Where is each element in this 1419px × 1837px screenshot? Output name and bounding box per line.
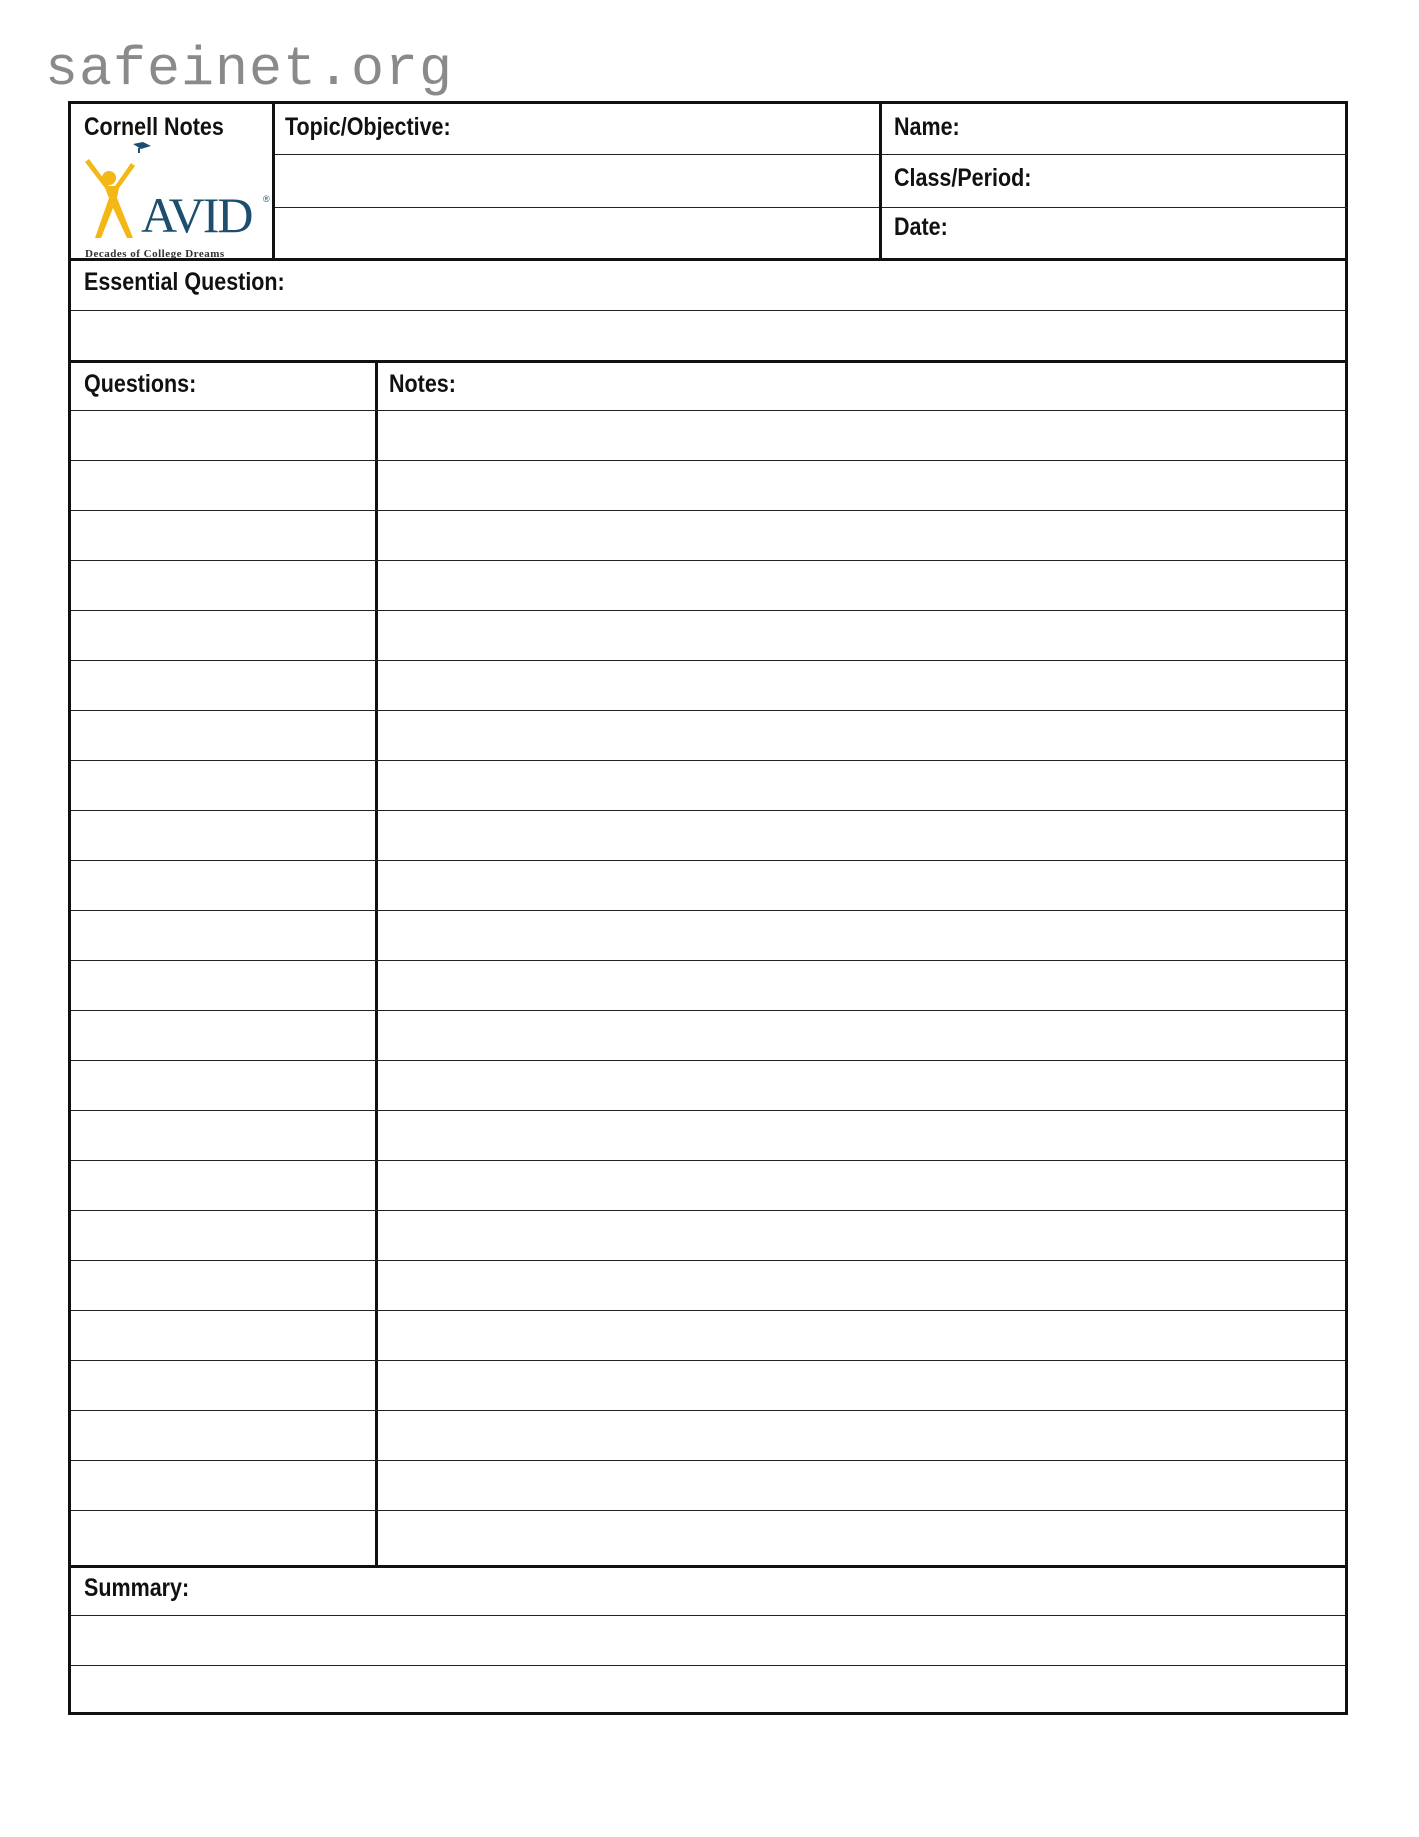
summary-field[interactable]	[71, 1569, 1345, 1712]
notes-rule	[71, 660, 1345, 661]
registered-mark: ®	[263, 194, 270, 204]
date-field[interactable]	[882, 208, 1348, 261]
notes-rule	[71, 1310, 1345, 1311]
header-bottom-rule	[71, 258, 1345, 261]
date-label: Date:	[894, 213, 948, 241]
notes-rule	[71, 1510, 1345, 1511]
notes-rule	[71, 1160, 1345, 1161]
questions-label: Questions:	[84, 370, 197, 398]
name-field[interactable]	[882, 104, 1348, 154]
form-title: Cornell Notes	[84, 113, 224, 141]
notes-section-top-rule	[71, 360, 1345, 363]
notes-rule	[71, 1260, 1345, 1261]
avid-logo	[81, 142, 271, 262]
notes-rule	[71, 1210, 1345, 1211]
notes-rule	[71, 510, 1345, 511]
summary-top-rule	[71, 1565, 1345, 1568]
cornell-notes-sheet	[68, 101, 1348, 1715]
essential-question-field[interactable]	[71, 262, 1345, 360]
notes-rule	[71, 460, 1345, 461]
notes-rule	[71, 1110, 1345, 1111]
notes-field[interactable]	[378, 364, 1345, 1565]
notes-rule	[71, 760, 1345, 761]
notes-rule	[71, 1460, 1345, 1461]
class-period-label: Class/Period:	[894, 164, 1032, 192]
notes-label: Notes:	[389, 370, 456, 398]
questions-field[interactable]	[71, 364, 375, 1565]
notes-rule	[71, 560, 1345, 561]
avid-brand-text: AVID	[141, 187, 252, 243]
topic-objective-field[interactable]	[275, 104, 879, 261]
name-label: Name:	[894, 113, 960, 141]
notes-rule	[71, 960, 1345, 961]
essential-question-label: Essential Question:	[84, 268, 285, 296]
notes-rule	[71, 1060, 1345, 1061]
notes-rule	[71, 710, 1345, 711]
topic-objective-label: Topic/Objective:	[285, 113, 451, 141]
class-period-field[interactable]	[882, 155, 1348, 207]
notes-rule	[71, 1410, 1345, 1411]
notes-rule	[71, 810, 1345, 811]
watermark: safeinet.org	[45, 38, 454, 101]
summary-label: Summary:	[84, 1574, 190, 1602]
notes-rule	[71, 1360, 1345, 1361]
notes-rule	[71, 1010, 1345, 1011]
notes-rule	[71, 610, 1345, 611]
avid-tagline: Decades of College Dreams	[85, 248, 225, 260]
notes-rule	[71, 910, 1345, 911]
notes-rule	[71, 860, 1345, 861]
notes-rule	[71, 410, 1345, 411]
